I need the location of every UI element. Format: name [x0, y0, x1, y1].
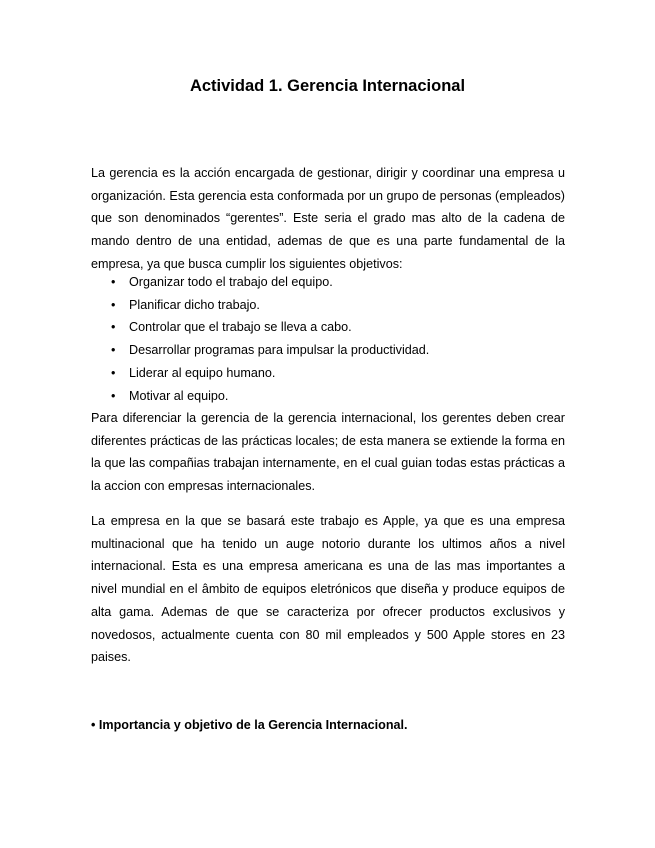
bullet-icon: •: [111, 297, 116, 312]
list-item-text: Controlar que el trabajo se lleva a cabo.: [129, 320, 352, 335]
list-item-text: Organizar todo el trabajo del equipo.: [129, 275, 333, 289]
list-item: [91, 316, 565, 339]
list-item: [91, 294, 565, 317]
list-item: [91, 385, 565, 408]
apple-paragraph: La empresa en la que se basará este trabajo es Apple, ya que es una empresa multinacional que ha tenido un auge notorio durante los ultimos años a nivel internacional. Esta es una empresa americana es una de las mas importantes a nivel mundial en el âmbito de equipos eletrónicos que diseña y produce equipos de alta gama. Ademas de que se caracteriza por ofrecer productos exclusivos y novedosos, actualmente cuenta con 80 mil empleados y 500 Apple stores en 23 paises.: [91, 514, 565, 665]
list-item: [91, 271, 565, 294]
bullet-icon: •: [111, 343, 116, 358]
bullet-icon: •: [111, 320, 116, 335]
difference-paragraph: Para diferenciar la gerencia de la gerencia internacional, los gerentes deben crear diferentes prácticas de las prácticas locales; de esta manera se extiende la forma en la que las compañias trabajan internamente, en el cual guian todas estas prácticas a la accion con empresas internacionales.: [91, 411, 565, 494]
list-item-text: Desarrollar programas para impulsar la productividad.: [129, 343, 430, 358]
document-title: Actividad 1. Gerencia Internacional: [189, 77, 466, 95]
bullet-icon: •: [111, 388, 116, 403]
list-item: [91, 339, 565, 362]
intro-paragraph: La gerencia es la acción encargada de gestionar, dirigir y coordinar una empresa u organización. Esta gerencia esta conformada por un grupo de personas (empleados) que son denominados “gerentes”. Este seria el grado mas alto de la cadena de mando dentro de una entidad, ademas de que es una parte fundamental de la empresa, ya que busca cumplir los siguientes objetivos:: [91, 166, 565, 271]
list-item: [91, 362, 565, 385]
list-item-text: Liderar al equipo humano.: [129, 365, 276, 380]
list-item-text: Planificar dicho trabajo.: [129, 297, 260, 312]
objectives-list: [91, 271, 565, 407]
bullet-icon: •: [111, 275, 116, 289]
bullet-icon: •: [111, 365, 116, 380]
list-item-text: Motivar al equipo.: [129, 388, 229, 403]
section-heading: • Importancia y objetivo de la Gerencia Internacional.: [91, 718, 408, 732]
